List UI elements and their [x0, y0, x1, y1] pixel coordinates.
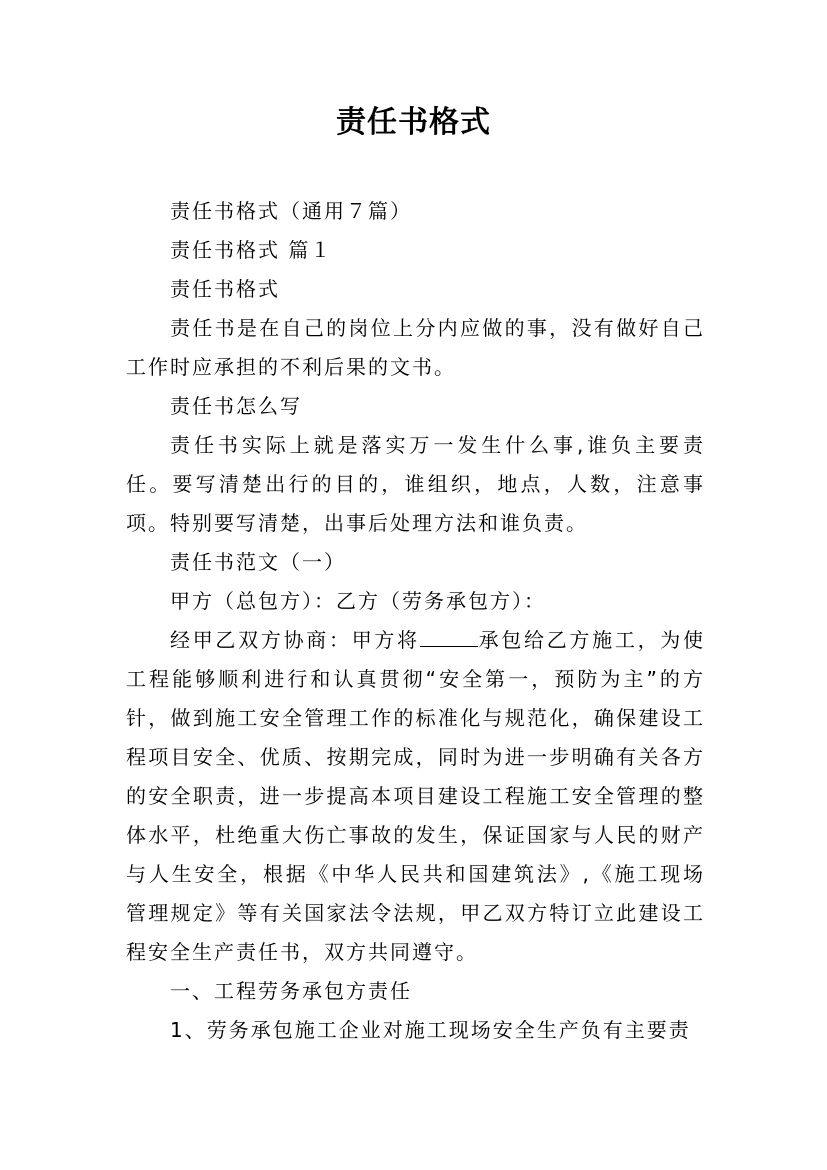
- paragraph: 甲方（总包方）：乙方（劳务承包方）：: [170, 589, 546, 613]
- paragraph-text: 经甲乙双方协商：甲方将: [170, 628, 420, 652]
- paragraph: 1、劳务承包施工企业对施工现场安全生产负有主要责: [170, 1018, 691, 1042]
- paragraph: 责任书格式（通用７篇）: [170, 199, 412, 223]
- paragraph: 一、工程劳务承包方责任: [170, 979, 412, 1003]
- paragraph: 责任书是在自己的岗位上分内应做的事，没有做好自己工作时应承担的不利后果的文书。: [126, 316, 705, 379]
- paragraph: [126, 621, 705, 972]
- document-title: 责任书格式: [336, 105, 491, 140]
- paragraph: 责任书实际上就是落实万一发生什么事,谁负主要责任。要写清楚出行的目的，谁组织，地点，人数，注意事项。特别要写清楚，出事后处理方法和谁负责。: [126, 433, 705, 535]
- document-body: [126, 192, 705, 1050]
- paragraph: 责任书范文（一）: [170, 550, 346, 574]
- paragraph: 责任书怎么写: [170, 394, 302, 418]
- fill-in-blank: [420, 626, 478, 647]
- paragraph: 责任书格式 篇１: [170, 238, 333, 262]
- paragraph-text: 承包给乙方施工，为使工程能够顺利进行和认真贯彻“安全第一，预防为主”的方针，做到施工安全管理工作的标准化与规范化，确保建设工程项目安全、优质、按期完成，同时为进一步明确有关各方的安全职责，进一步提高本项目建设工程施工安全管理的整体水平，杜绝重大伤亡事故的发生，保证国家与人民的财产与人生安全，根据《中华人民共和国建筑法》,《施工现场管理规定》等有关国家法令法规，甲乙双方特订立此建设工程安全生产责任书，双方共同遵守。: [126, 628, 706, 964]
- paragraph: 责任书格式: [170, 277, 280, 301]
